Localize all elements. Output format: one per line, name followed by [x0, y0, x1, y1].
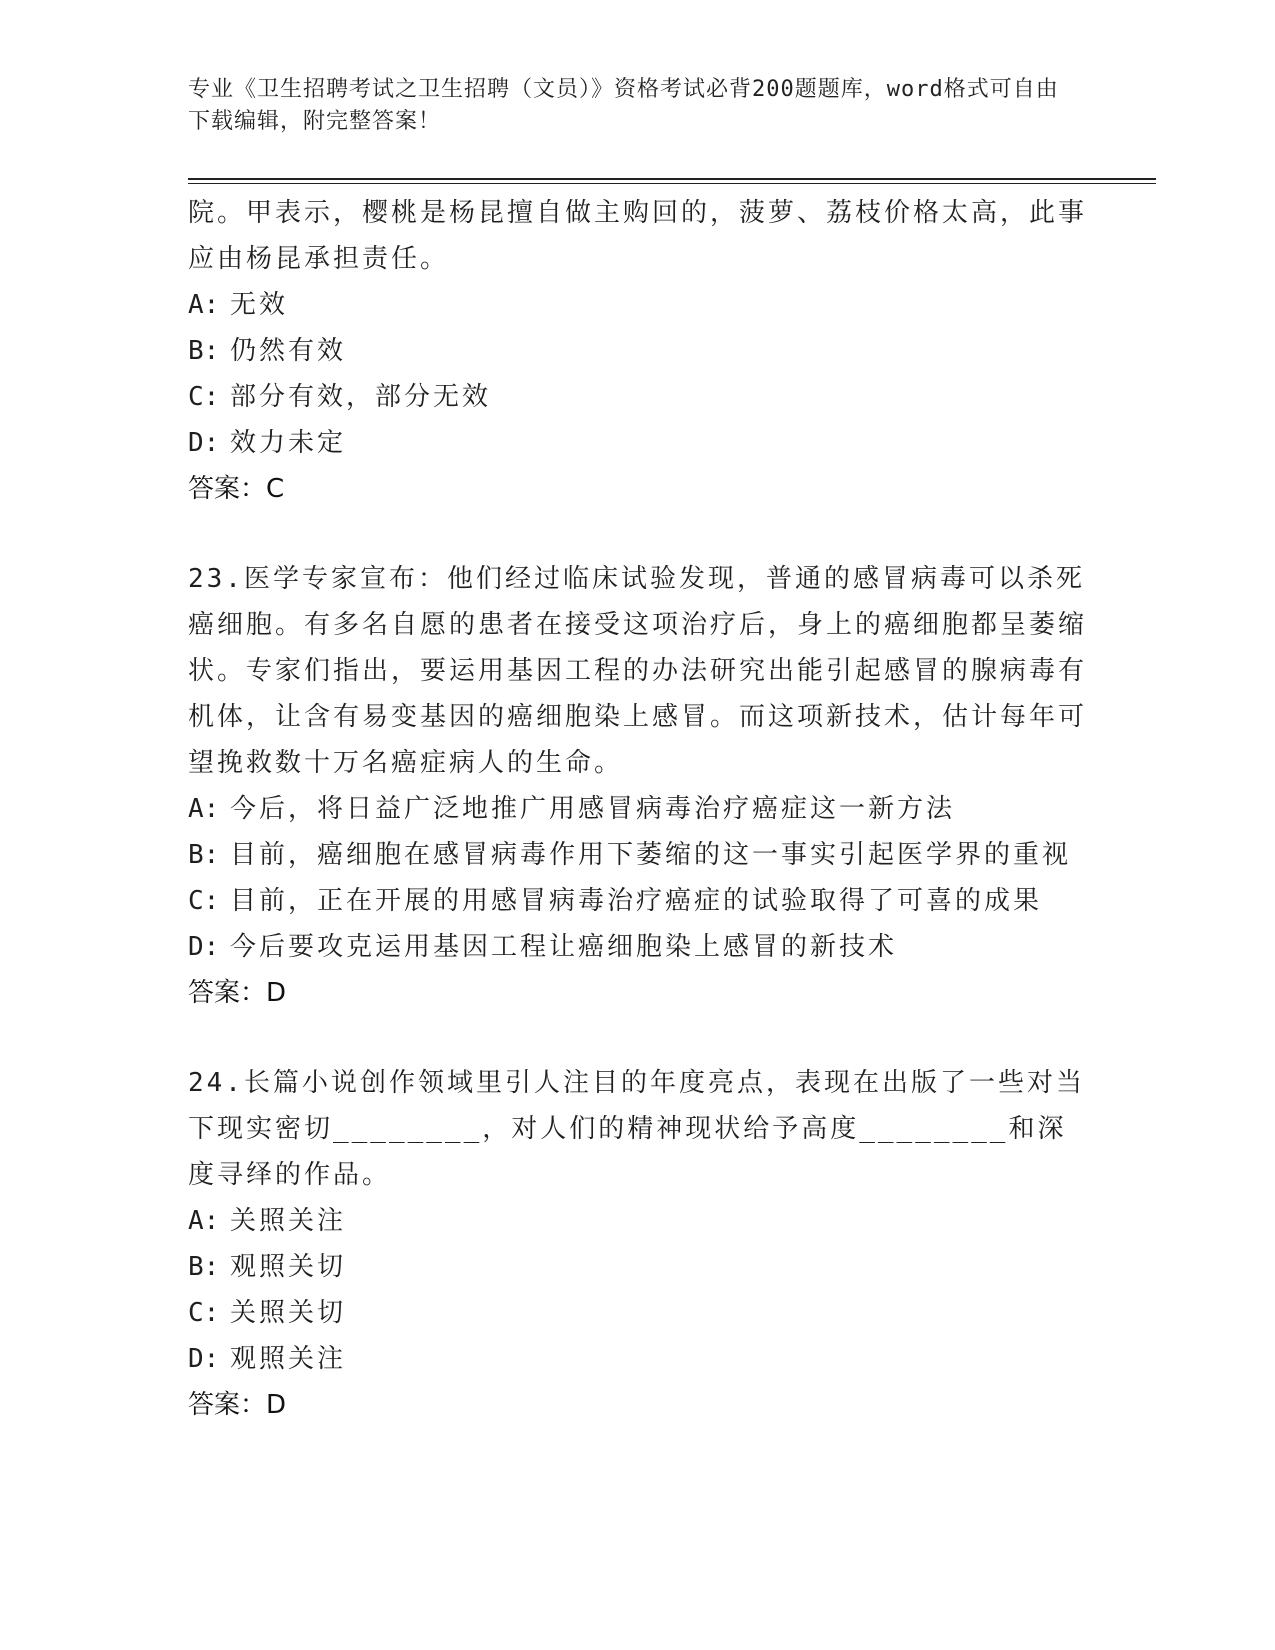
answer-line: 答案：D: [188, 978, 287, 1008]
option-key: D:: [188, 932, 220, 962]
header-divider-thin: [188, 183, 1156, 184]
option-text: 目前，正在开展的用感冒病毒治疗癌症的试验取得了可喜的成果: [230, 886, 1043, 916]
answer-line: 答案：C: [188, 474, 285, 504]
option-text: 部分有效，部分无效: [230, 382, 492, 412]
question-stem: 院。甲表示，樱桃是杨昆擅自做主购回的，菠萝、荔枝价格太高，此事应由杨昆承担责任。: [188, 198, 1088, 274]
question-stem: 24.长篇小说创作领域里引人注目的年度亮点，表现在出版了一些对当下现实密切________，对人们的精神现状给予高度________和深度寻绎的作品。: [188, 1068, 1085, 1190]
document-header: 专业《卫生招聘考试之卫生招聘（文员）》资格考试必背200题题库，word格式可自由下载编辑，附完整答案！: [188, 77, 1059, 134]
option-key: D:: [188, 428, 220, 458]
option-d: [188, 924, 1088, 970]
option-c: [188, 374, 1088, 420]
option-key: A:: [188, 1206, 220, 1236]
option-a: [188, 1198, 1088, 1244]
option-key: B:: [188, 840, 220, 870]
option-key: B:: [188, 336, 220, 366]
option-b: [188, 328, 1088, 374]
option-a: [188, 786, 1088, 832]
document-body: [188, 190, 1088, 1428]
answer-line: 答案：D: [188, 1390, 287, 1420]
option-text: 今后要攻克运用基因工程让癌细胞染上感冒的新技术: [230, 932, 898, 962]
option-key: C:: [188, 1298, 220, 1328]
option-text: 仍然有效: [230, 336, 347, 366]
option-key: B:: [188, 1252, 220, 1282]
option-d: [188, 1336, 1088, 1382]
option-b: [188, 832, 1088, 878]
option-text: 关照关注: [230, 1206, 347, 1236]
header-divider-thick: [188, 178, 1156, 180]
option-text: 无效: [230, 290, 289, 320]
option-d: [188, 420, 1088, 466]
question-22-continuation: [188, 190, 1088, 512]
option-key: A:: [188, 290, 220, 320]
option-key: C:: [188, 382, 220, 412]
option-text: 今后，将日益广泛地推广用感冒病毒治疗癌症这一新方法: [230, 794, 956, 824]
option-text: 目前，癌细胞在感冒病毒作用下萎缩的这一事实引起医学界的重视: [230, 840, 1072, 870]
option-key: C:: [188, 886, 220, 916]
option-key: A:: [188, 794, 220, 824]
option-a: [188, 282, 1088, 328]
option-c: [188, 878, 1088, 924]
question-stem: 23.医学专家宣布：他们经过临床试验发现，普通的感冒病毒可以杀死癌细胞。有多名自愿的患者在接受这项治疗后，身上的癌细胞都呈萎缩状。专家们指出，要运用基因工程的办法研究出能引起感冒的腺病毒有机体，让含有易变基因的癌细胞染上感冒。而这项新技术，估计每年可望挽救数十万名癌症病人的生命。: [188, 564, 1088, 778]
option-text: 观照关注: [230, 1344, 347, 1374]
option-key: D:: [188, 1344, 220, 1374]
question-23: [188, 556, 1088, 1016]
option-b: [188, 1244, 1088, 1290]
option-c: [188, 1290, 1088, 1336]
option-text: 观照关切: [230, 1252, 347, 1282]
option-text: 关照关切: [230, 1298, 347, 1328]
option-text: 效力未定: [230, 428, 347, 458]
question-24: [188, 1060, 1088, 1428]
